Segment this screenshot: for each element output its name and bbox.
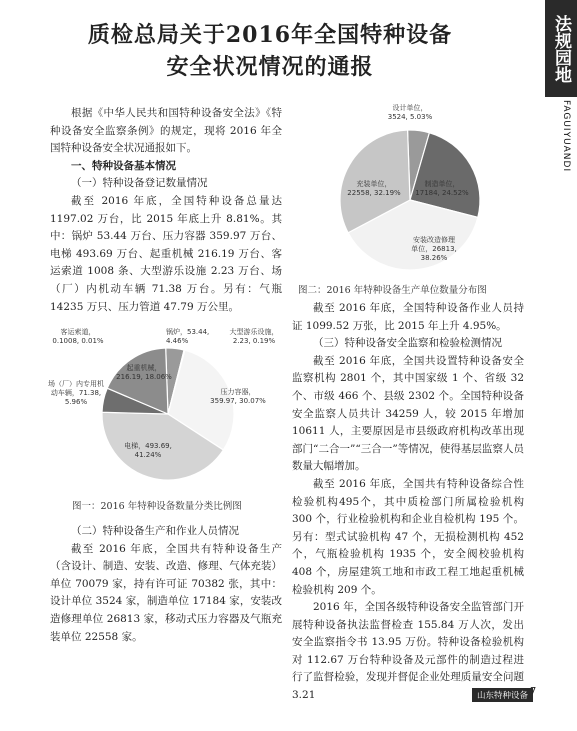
slice-label: 压力容器， 359.97, 30.07% [210,388,266,405]
left-column-bottom [50,523,282,646]
title-line-1: 质检总局关于2016年全国特种设备 [87,22,453,48]
section-tab-latin: FAGUIYUANDI [561,100,571,173]
subheading-3: （三）特种设备安全监察和检验检测情况 [313,337,502,350]
subheading-1: （一）特种设备登记数量情况 [71,177,208,190]
slice-label: 安装改造修理单位，26813, 38.26% [411,236,457,262]
pie-chart-equipment [48,322,284,490]
subheading-2: （二）特种设备生产和作业人员情况 [71,525,239,537]
paragraph-production-units: 截至 2016 年底，全国共有特种设备生产（含设计、制造、安装、改造、修理、气体充装）单位 70079 家，持有许可证 70382 张，其中：设计单位 3524 家，制造单位 17184 家，安装改造修理单位 26813 家，移动式压力容器及气瓶充装单位 22558 家。 [50,542,282,643]
page-number: 7 [530,686,537,697]
pie-chart-production-units [292,100,524,278]
figure-1-caption: 图一：2016 年特种设备数量分类比例图 [72,501,242,512]
title-line-2: 安全状况情况的通报 [166,54,374,80]
slice-label: 起重机械， 216.19, 18.06% [116,364,172,381]
figure-2-caption: 图二：2016 年特种设备生产单位数量分布图 [298,285,487,296]
slice-label: 锅炉，53.44, 4.46% [166,328,210,345]
paragraph-supervision-agencies: 截至 2016 年底，全国共设置特种设备安全监察机构 2801 个，其中国家级 1 个、省级 32 个、市级 466 个、县级 2302 个。全国特种设备安全监察人员共计 34259 人，较 2015 年增加 10611 人，主要原因是市县级政府机构改革出现部门“二合一”“三合一”等情况，使得基层监察人员数量大幅增加。 [292,354,524,473]
slice-label: 客运索道， 0.1008, 0.01% [52,328,104,345]
left-column-top [50,105,282,316]
slice-label: 大型游乐设施， 2.23, 0.19% [229,328,279,345]
slice-label: 电梯，493.69, 41.24% [124,442,172,459]
paragraph-equipment-count: 截至 2016 年底，全国特种设备总量达 1197.02 万台，比 2015 年底上升 8.81%。其中：锅炉 53.44 万台、压力容器 359.97 万台、电梯 493.69 万台、起重机械 216.19 万台、客运索道 1008 条、大型游乐设施 2.23 万台、场（厂）内机动车辆 71.38 万台。另有：气瓶 14235 万只、压力管道 47.79 万公里。 [50,194,282,313]
slice-label: 设计单位， 3524, 5.03% [387,104,433,121]
paragraph-inspections-2016: 2016 年，全国各级特种设备安全监管部门开展特种设备执法监督检查 155.84 万人次，发出安全监察指令书 13.95 万份。特种设备检验机构对 112.67 万台特种设备及元部件的制造过程进行了监督检验，发现并督促企业处理质量安全问题 3.21 [292,601,524,702]
slice-label: 场（厂）内专用机动车辆，71.38, 5.96% [48,380,104,406]
paragraph-inspection-agencies: 截至 2016 年底，全国共有特种设备综合性检验机构495个，其中质检部门所属检验机构 300 个，行业检验机构和企业自检机构 195 个。另有：型式试验机构 47 个，无损检测机构 452 个，气瓶检验机构 1935 个，安全阀校验机构 408 个，房屋建筑工地和市政工程工地起重机械检验机构 209 个。 [292,477,524,596]
paragraph-operators: 截至 2016 年底，全国特种设备作业人员持证 1099.52 万张，比 2015 年上升 4.95%。 [292,302,524,332]
intro-paragraph: 根据《中华人民共和国特种设备安全法》《特种设备安全监察条例》的规定，现将 2016 年全国特种设备安全状况通报如下。 [50,107,282,155]
right-column [292,300,524,705]
section-heading-1: 一、特种设备基本情况 [71,159,176,172]
slice-label: 充装单位， 22558, 32.19% [347,180,401,197]
slice-label: 制造单位， 17184, 24.52% [415,180,469,197]
footer-publication: 山东特种设备 [472,688,533,702]
section-tab: 法规园地 [545,0,577,97]
